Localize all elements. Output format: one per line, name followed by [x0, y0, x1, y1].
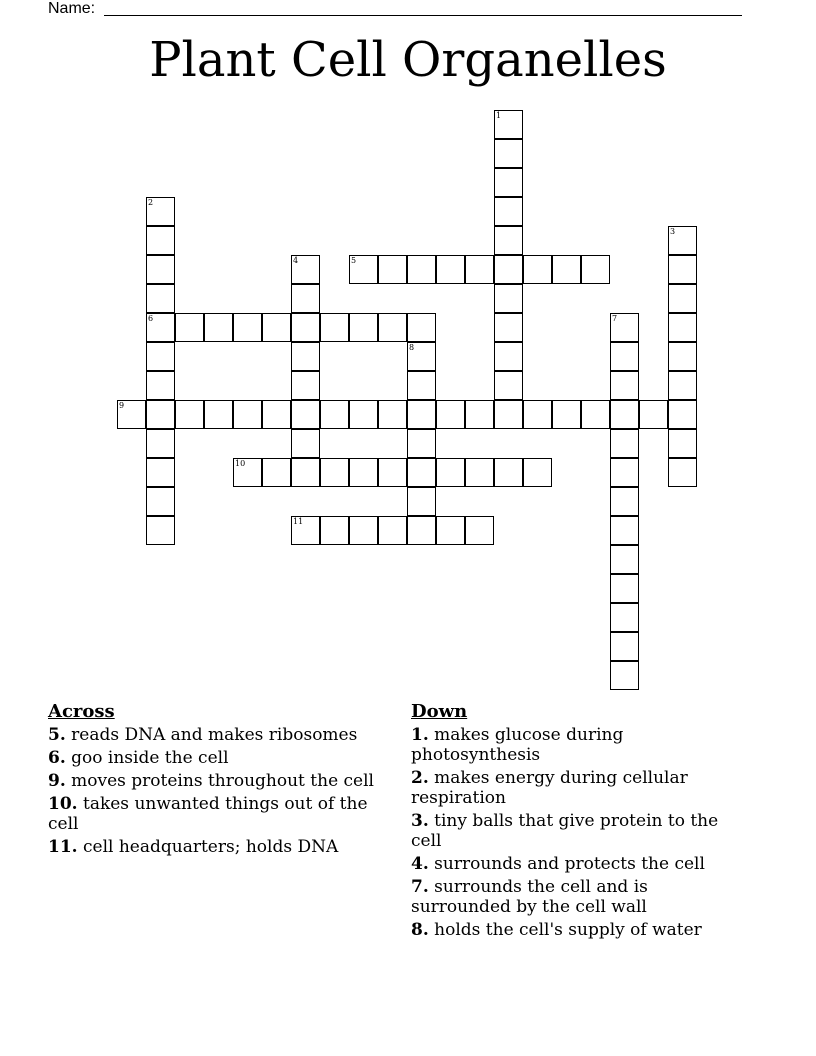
clue-text: surrounds the cell and is surrounded by the cell wall [411, 877, 648, 917]
crossword-cell[interactable] [291, 516, 320, 545]
crossword-cell[interactable] [233, 458, 262, 487]
crossword-cell[interactable] [262, 313, 291, 342]
crossword-cell[interactable] [494, 284, 523, 313]
crossword-cell[interactable] [465, 255, 494, 284]
cell-number: 2 [148, 198, 154, 207]
crossword-cell[interactable] [407, 516, 436, 545]
crossword-cell[interactable] [378, 400, 407, 429]
crossword-cell[interactable] [668, 342, 697, 371]
across-clue [48, 748, 388, 768]
clue-number: 7. [411, 877, 429, 897]
clue-text: moves proteins throughout the cell [65, 771, 374, 791]
crossword-cell[interactable] [320, 313, 349, 342]
across-clue [48, 794, 388, 834]
crossword-cell[interactable] [146, 516, 175, 545]
crossword-cell[interactable] [610, 342, 639, 371]
crossword-cell[interactable] [436, 458, 465, 487]
crossword-cell[interactable] [465, 516, 494, 545]
crossword-cell[interactable] [610, 429, 639, 458]
clue-text: tiny balls that give protein to the cell [411, 811, 719, 851]
crossword-cell[interactable] [291, 284, 320, 313]
cell-number: 3 [670, 227, 676, 236]
crossword-cell[interactable] [407, 429, 436, 458]
crossword-cell[interactable] [407, 342, 436, 371]
across-clues [48, 702, 388, 860]
crossword-cell[interactable] [465, 400, 494, 429]
clue-text: reads DNA and makes ribosomes [65, 725, 358, 745]
clue-text: makes glucose during photosynthesis [411, 725, 624, 765]
crossword-cell[interactable] [378, 516, 407, 545]
crossword-cell[interactable] [610, 458, 639, 487]
crossword-cell[interactable] [349, 458, 378, 487]
crossword-cell[interactable] [233, 400, 262, 429]
clue-text: holds the cell's supply of water [428, 920, 702, 940]
crossword-cell[interactable] [668, 226, 697, 255]
crossword-cell[interactable] [407, 458, 436, 487]
cell-number: 5 [351, 256, 357, 265]
across-clue [48, 837, 388, 857]
crossword-cell[interactable] [378, 313, 407, 342]
crossword-cell[interactable] [175, 313, 204, 342]
crossword-cell[interactable] [668, 458, 697, 487]
crossword-cell[interactable] [610, 516, 639, 545]
cell-number: 9 [119, 401, 125, 410]
crossword-cell[interactable] [291, 255, 320, 284]
crossword-cell[interactable] [610, 661, 639, 690]
crossword-cell[interactable] [668, 429, 697, 458]
down-clue [411, 725, 751, 765]
name-label: Name: [48, 0, 96, 17]
cell-number: 6 [148, 314, 154, 323]
crossword-cell[interactable] [291, 313, 320, 342]
clue-number: 3. [411, 811, 429, 831]
crossword-cell[interactable] [349, 400, 378, 429]
crossword-cell[interactable] [146, 197, 175, 226]
clue-text: goo inside the cell [65, 748, 229, 768]
down-clue [411, 768, 751, 808]
crossword-cell[interactable] [610, 487, 639, 516]
crossword-cell[interactable] [610, 313, 639, 342]
crossword-cell[interactable] [610, 574, 639, 603]
page-title: Plant Cell Organelles [149, 32, 667, 88]
cell-number: 11 [293, 517, 304, 526]
cell-number: 8 [409, 343, 415, 352]
crossword-cell[interactable] [378, 458, 407, 487]
down-clue [411, 920, 751, 940]
crossword-cell[interactable] [146, 313, 175, 342]
crossword-cell[interactable] [610, 545, 639, 574]
crossword-cell[interactable] [407, 371, 436, 400]
crossword-cell[interactable] [523, 458, 552, 487]
cell-number: 10 [235, 459, 246, 468]
clue-text: takes unwanted things out of the cell [48, 794, 368, 834]
clue-number: 8. [411, 920, 429, 940]
crossword-cell[interactable] [436, 255, 465, 284]
crossword-cell[interactable] [639, 400, 668, 429]
crossword-cell[interactable] [668, 400, 697, 429]
crossword-cell[interactable] [175, 400, 204, 429]
crossword-cell[interactable] [146, 342, 175, 371]
crossword-cell[interactable] [610, 603, 639, 632]
crossword-cell[interactable] [233, 313, 262, 342]
clue-number: 2. [411, 768, 429, 788]
clue-text: makes energy during cellular respiration [411, 768, 688, 808]
clue-number: 6. [48, 748, 66, 768]
clue-number: 5. [48, 725, 66, 745]
cell-number: 4 [293, 256, 299, 265]
crossword-cell[interactable] [204, 313, 233, 342]
crossword-cell[interactable] [494, 110, 523, 139]
crossword-cell[interactable] [494, 197, 523, 226]
crossword-cell[interactable] [581, 255, 610, 284]
crossword-cell[interactable] [407, 255, 436, 284]
crossword-cell[interactable] [146, 487, 175, 516]
down-clue [411, 811, 751, 851]
crossword-cell[interactable] [349, 313, 378, 342]
crossword-cell[interactable] [465, 458, 494, 487]
crossword-cell[interactable] [291, 342, 320, 371]
crossword-cell[interactable] [378, 255, 407, 284]
crossword-cell[interactable] [436, 400, 465, 429]
crossword-cell[interactable] [494, 371, 523, 400]
crossword-cell[interactable] [494, 139, 523, 168]
crossword-cell[interactable] [494, 255, 523, 284]
crossword-cell[interactable] [291, 458, 320, 487]
crossword-cell[interactable] [494, 168, 523, 197]
clue-text: cell headquarters; holds DNA [77, 837, 339, 857]
crossword-cell[interactable] [668, 371, 697, 400]
crossword-cell[interactable] [146, 429, 175, 458]
crossword-cell[interactable] [407, 487, 436, 516]
crossword-cell[interactable] [320, 516, 349, 545]
crossword-cell[interactable] [407, 313, 436, 342]
crossword-cell[interactable] [494, 313, 523, 342]
crossword-cell[interactable] [668, 284, 697, 313]
cell-number: 1 [496, 111, 502, 120]
clue-number: 10. [48, 794, 78, 814]
clue-text: surrounds and protects the cell [428, 854, 705, 874]
crossword-cell[interactable] [668, 313, 697, 342]
crossword-cell[interactable] [610, 400, 639, 429]
crossword-cell[interactable] [581, 400, 610, 429]
across-heading: Across [48, 701, 115, 722]
across-clue [48, 771, 388, 791]
crossword-cell[interactable] [668, 255, 697, 284]
crossword-cell[interactable] [552, 400, 581, 429]
crossword-cell[interactable] [349, 516, 378, 545]
crossword-cell[interactable] [320, 458, 349, 487]
crossword-cell[interactable] [494, 400, 523, 429]
down-heading: Down [411, 701, 468, 722]
crossword-cell[interactable] [494, 342, 523, 371]
clue-number: 11. [48, 837, 78, 857]
crossword-cell[interactable] [146, 371, 175, 400]
across-clue [48, 725, 388, 745]
crossword-cell[interactable] [494, 226, 523, 255]
crossword-cell[interactable] [146, 226, 175, 255]
crossword-cell[interactable] [117, 400, 146, 429]
crossword-cell[interactable] [436, 516, 465, 545]
crossword-cell[interactable] [320, 400, 349, 429]
crossword-cell[interactable] [523, 255, 552, 284]
crossword-cell[interactable] [204, 400, 233, 429]
crossword-cell[interactable] [407, 400, 436, 429]
crossword-cell[interactable] [291, 429, 320, 458]
crossword-cell[interactable] [494, 458, 523, 487]
crossword-cell[interactable] [146, 284, 175, 313]
crossword-cell[interactable] [291, 400, 320, 429]
crossword-cell[interactable] [146, 400, 175, 429]
cell-number: 7 [612, 314, 618, 323]
crossword-cell[interactable] [146, 255, 175, 284]
clue-number: 1. [411, 725, 429, 745]
crossword-cell[interactable] [146, 458, 175, 487]
crossword-cell[interactable] [610, 371, 639, 400]
clue-number: 4. [411, 854, 429, 874]
down-clues [411, 702, 751, 943]
down-clue [411, 854, 751, 874]
crossword-cell[interactable] [523, 400, 552, 429]
crossword-cell[interactable] [291, 371, 320, 400]
crossword-cell[interactable] [262, 458, 291, 487]
crossword-cell[interactable] [552, 255, 581, 284]
crossword-cell[interactable] [262, 400, 291, 429]
down-clue [411, 877, 751, 917]
clue-number: 9. [48, 771, 66, 791]
crossword-cell[interactable] [610, 632, 639, 661]
crossword-cell[interactable] [349, 255, 378, 284]
